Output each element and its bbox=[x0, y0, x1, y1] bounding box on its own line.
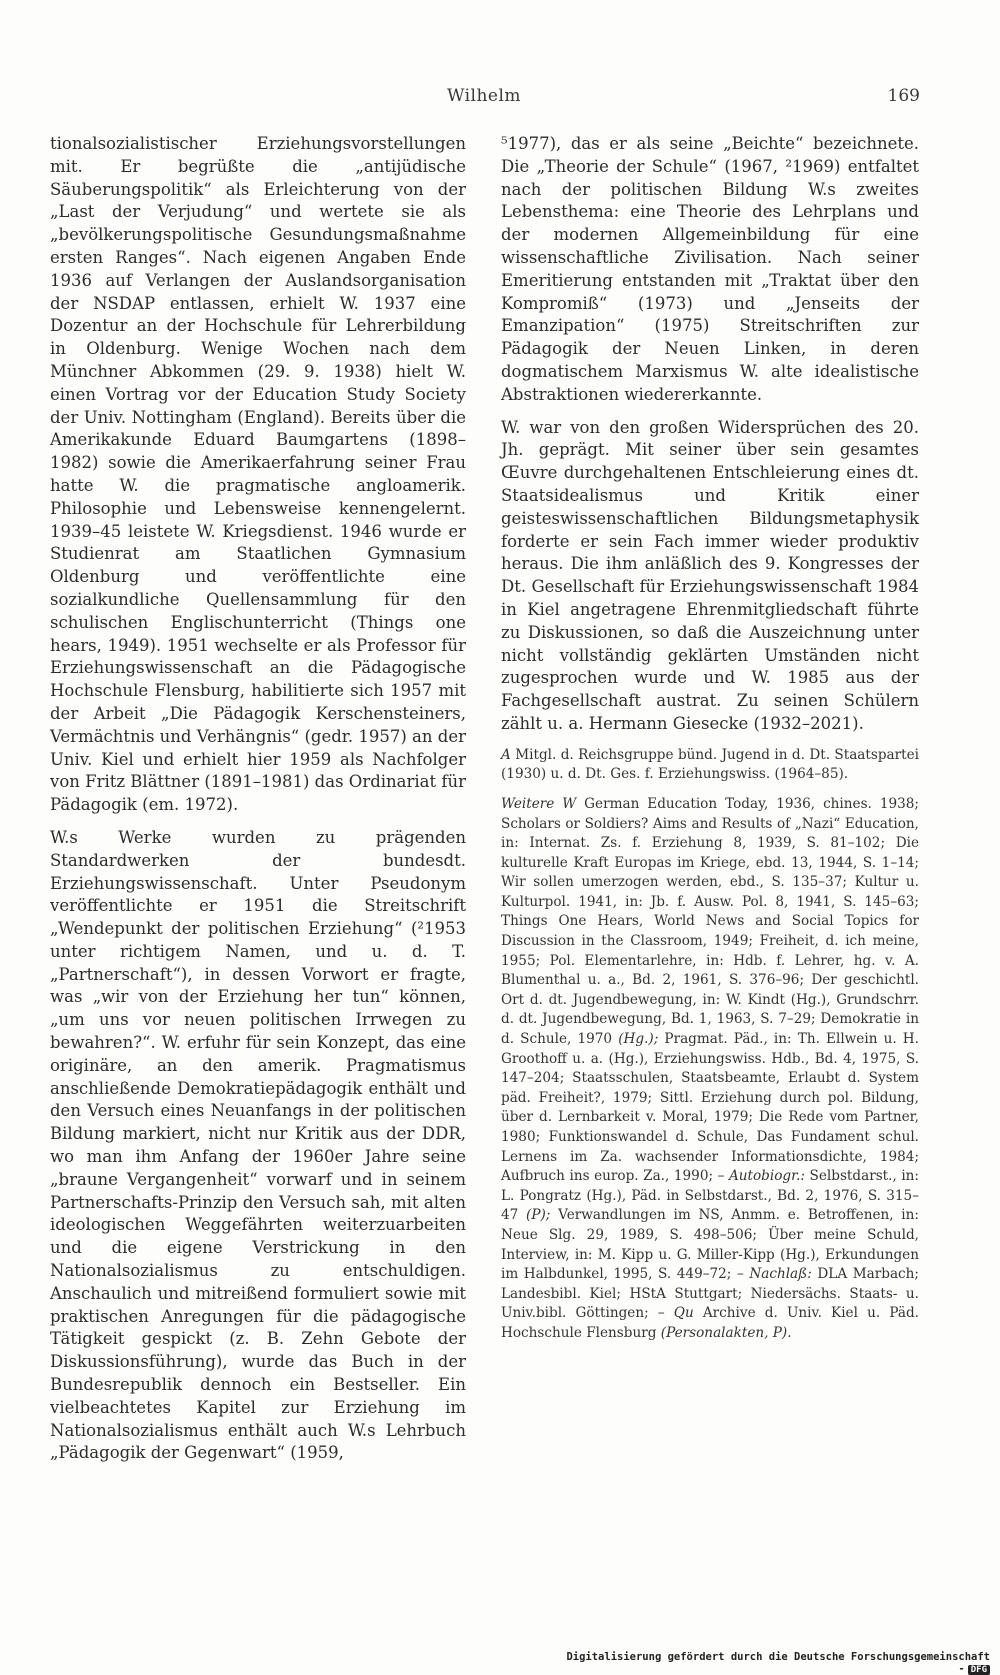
works-qu-label: Qu bbox=[673, 1305, 694, 1322]
memberships-text: Mitgl. d. Reichsgruppe bünd. Jugend in d. Dt. Staatspartei (1930) u. d. Dt. Ges. f. Erziehungswiss. (1964–85). bbox=[501, 746, 919, 783]
right-column bbox=[501, 133, 919, 1354]
page-number: 169 bbox=[887, 86, 920, 106]
works-text: Pragmat. Päd., in: Th. Ellwein u. H. Groothoff u. a. (Hg.), Erziehungswiss. Hdb., Bd. 4, 1975, S. 147–204; Staatsschulen, Staatsbeamte, Erlaubt d. System päd. Freiheit?, 1979; Sittl. Erziehung durch pol. Bildung, über d. Lernbarkeit v. Moral, 1979; Die Rede vom Partner, 1980; Funktionswandel d. Schule, Das Fundament schul. Lernens im Za. wachsender Informationsdichte, 1984; Aufbruch ins europ. Za., 1990; – bbox=[501, 1031, 919, 1185]
works-text: Selbstdarst., in: L. Pongratz (Hg.), Päd. in Selbstdarst., Bd. 2, 1976, S. 315–47 bbox=[501, 1168, 919, 1224]
works-text: German Education Today, 1936, chines. 1938; Scholars or Soldiers? Aims and Results of „Nazi“ Education, in: Internat. Zs. f. Erziehung 8, 1939, S. 81–102; Die kulturelle Kraft Europas im Kriege, ebd. 13, 1944, S. 1–14; Wir sollen umerzogen werden, ebd., S. 135–37; Kultur u. Kulturpol. 1941, in: Jb. f. Ausw. Pol. 8, 1941, S. 145–63; Things One Hears, World News and Social Topics for Discussion in the Classroom, 1949; Freiheit, d. ich meine, 1955; Pol. Elementarlehre, in: Hdb. f. Lehrer, hg. v. A. Blumenthal u. a., Bd. 2, 1961, S. 376–96; Der geschichtl. Ort d. dt. Jugendbewegung, in: W. Kindt (Hg.), Grundschrr. d. dt. Jugendbewegung, Bd. 1, 1963, S. 7–29; Demokratie in d. Schule, 1970 bbox=[501, 795, 919, 1048]
works-label: Weitere W bbox=[501, 795, 577, 812]
digitization-footer bbox=[560, 1651, 990, 1675]
works-hg-italic: (Hg.); bbox=[618, 1031, 659, 1048]
works-autobiogr-label: Autobiogr.: bbox=[728, 1168, 805, 1185]
works-personalakten-italic: (Personalakten, P). bbox=[660, 1324, 792, 1341]
paragraph: ⁵1977), das er als seine „Beichte“ bezeichnete. Die „Theorie der Schule“ (1967, ²1969) entfaltet nach der politischen Bildung W.s zweites Lebensthema: eine Theorie des Lehrplans und der modernen Allgemeinbildung für eine wissenschaftliche Zivilisation. Nach seiner Emeritierung entstanden mit „Traktat über den Kompromiß“ (1973) und „Jenseits der Emanzipation“ (1975) Streitschriften zur Pädagogik der Neuen Linken, in deren dogmatischem Marxismus W. alte idealistische Abstraktionen wiedererkannte. bbox=[501, 134, 919, 404]
works-entry bbox=[501, 795, 919, 1344]
left-column bbox=[50, 133, 466, 1475]
paragraph: W.s Werke wurden zu prägenden Standardwerken der bundesdt. Erziehungswissenschaft. Unter Pseudonym veröffentlichte er 1951 die Streitschrift „Wendepunkt der politischen Erziehung“ (²1953 unter richtigem Namen, und u. d. T. „Partnerschaft“), in dessen Vorwort er fragte, was „wir von der Erziehung her tun“ können, „um uns vor neuen politischen Irrwegen zu bewahren?“. W. erfuhr für sein Konzept, das eine originäre, an den amerik. Pragmatismus anschließende Demokratiepädagogik enthält und den Versuch eines Neuanfangs in der politischen Bildung markiert, nicht nur Kritik aus der DDR, wo man ihm Anfang der 1960er Jahre seine „braune Vergangenheit“ vorwarf und in seinem Partnerschafts-Prinzip den Versuch sah, mit alten ideologischen Weggefährten weiterzuarbeiten und die eigene Verstrickung in den Nationalsozialismus zu entschuldigen. Anschaulich und mitreißend formuliert sowie mit praktischen Anregungen für die pädagogische Tätigkeit gespickt (z. B. Zehn Gebote der Diskussionsführung), wurde das Buch in der Bundesrepublik dennoch ein Bestseller. Ein vielbeachtetes Kapitel zur Erziehung im Nationalsozialismus enthält auch W.s Lehrbuch „Pädagogik der Gegenwart“ (1959, bbox=[50, 827, 466, 1463]
works-text: DLA Marbach; Landesbibl. Kiel; HStA Stuttgart; Niedersächs. Staats- u. Univ.bibl. Göttingen; – bbox=[501, 1266, 919, 1322]
memberships-label: A bbox=[501, 746, 511, 763]
works-text: Archive d. Univ. Kiel u. Päd. Hochschule Flensburg bbox=[501, 1305, 919, 1341]
running-header bbox=[48, 86, 920, 116]
works-p-italic: (P); bbox=[526, 1207, 551, 1224]
dfg-logo: DFG bbox=[968, 1665, 990, 1675]
paragraph: tionalsozialistischer Erziehungsvorstellungen mit. Er begrüßte die „antijüdische Säuberungspolitik“ als Erleichterung von der „Last der Verjudung“ und wertete sie als „bevölkerungspolitische Gesundungsmaßnahme ersten Ranges“. Nach eigenen Angaben Ende 1936 auf Verlangen der Auslandsorganisation der NSDAP entlassen, erhielt W. 1937 eine Dozentur an der Hochschule für Lehrerbildung in Oldenburg. Wenige Wochen nach dem Münchner Abkommen (29. 9. 1938) hielt W. einen Vortrag vor der Education Study Society der Univ. Nottingham (England). Bereits über die Amerikakunde Eduard Baumgartens (1898–1982) sowie die Amerikaerfahrung seiner Frau hatte W. die pragmatische angloamerik. Philosophie und Lebensweise kennengelernt. 1939–45 leistete W. Kriegsdienst. 1946 wurde er Studienrat am Staatlichen Gymnasium Oldenburg und veröffentlichte eine sozialkundliche Quellensammlung für den schulischen Englischunterricht (Things one hears, 1949). 1951 wechselte er als Professor für Erziehungswissenschaft an die Pädagogische Hochschule Flensburg, habilitierte sich 1957 mit der Arbeit „Die Pädagogik Kerschensteiners, Vermächtnis und Verhängnis“ (gedr. 1957) an der Univ. Kiel und erhielt hier 1959 als Nachfolger von Fritz Blättner (1891–1981) das Ordinariat für Pädagogik (em. 1972). bbox=[50, 134, 467, 815]
works-nachlass-label: Nachlaß: bbox=[749, 1266, 812, 1283]
memberships-entry bbox=[501, 746, 919, 785]
works-text: Verwandlungen im NS, Anmm. e. Betroffenen, in: Neue Slg. 29, 1989, S. 498–506; Über meine Schuld, Interview, in: M. Kipp u. G. Miller-Kipp (Hg.), Erkundungen im Halbdunkel, 1995, S. 449–72; – bbox=[501, 1207, 919, 1283]
running-title: Wilhelm bbox=[446, 86, 522, 106]
footer-text: Digitalisierung gefördert durch die Deutsche Forschungsgemeinschaft - bbox=[566, 1651, 990, 1675]
paragraph: W. war von den großen Widersprüchen des 20. Jh. geprägt. Mit seiner über sein gesamtes Œuvre durchgehaltenen Entschleierung eines dt. Staatsidealismus und Kritik einer geisteswissenschaftlichen Bildungsmetaphysik forderte er sein Fach immer wieder produktiv heraus. Die ihm anläßlich des 9. Kongresses der Dt. Gesellschaft für Erziehungswissenschaft 1984 in Kiel angetragene Ehrenmitgliedschaft führte zu Diskussionen, so daß die Auszeichnung unter nicht vollständig geklärten Umständen nicht zugesprochen wurde und W. 1985 aus der Fachgesellschaft austrat. Zu seinen Schülern zählt u. a. Hermann Giesecke (1932–2021). bbox=[501, 417, 919, 733]
